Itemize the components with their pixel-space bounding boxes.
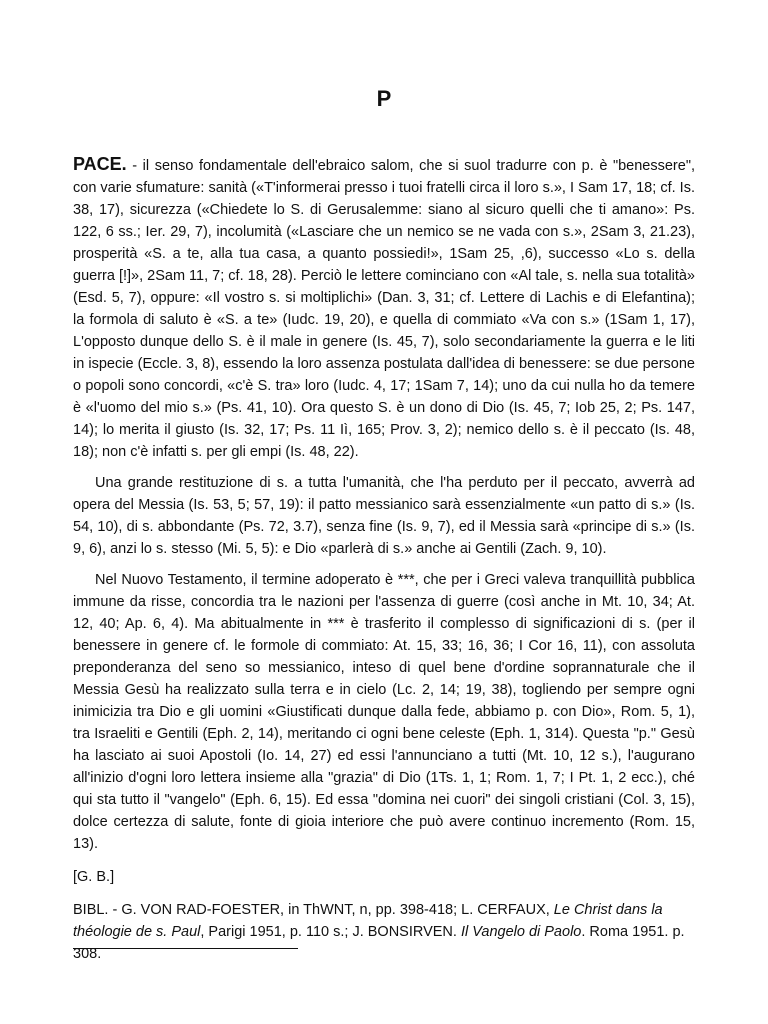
bibliography-title-2: Il Vangelo di Paolo [460, 924, 582, 940]
section-letter: P [376, 86, 392, 111]
bibliography-part-1: BIBL. - G. VON RAD-FOESTER, in ThWNT, n, pp. 398-418; L. CERFAUX, [73, 902, 554, 918]
entry-paragraph-1 [73, 153, 695, 463]
bibliography-title-1: Le Christ dans la théologie de s. Paul [73, 902, 663, 940]
author-signature: [G. B.] [73, 869, 115, 885]
entry-paragraph-2: Una grande restituzione di s. a tutta l'umanità, che l'ha perduto per il peccato, avverrà ad opera del Messia (Is. 53, 5; 57, 19): il patto messianico sarà essenzialmente «un patto di s.» (Is. 54, 10), di s. abbondante (Ps. 72, 3.7), senza fine (Is. 9, 7), ed il Messia sarà «principe di s.» (Is. 9, 6), anzi lo s. stesso (Mi. 5, 5): e Dio «parlerà di s.» anche ai Gentili (Zach. 9, 10). [73, 475, 695, 557]
bibliography [73, 899, 695, 965]
bibliography-part-2: , Parigi 1951, p. 110 s.; J. BONSIRVEN. [200, 924, 461, 940]
entry-headword: PACE. [73, 154, 127, 174]
entry-body [73, 153, 695, 965]
paragraph-1-text: - il senso fondamentale dell'ebraico salom, che si suol tradurre con p. è "benessere", con varie sfumature: sanità («T'informerai presso i tuoi fratelli circa il loro s.», I Sam 17, 18; cf. Is. 38, 17), sicurezza («Chiedete lo S. di Gerusalemme: siano al sicuro quelli che ti amano»: Ps. 122, 6 ss.; Ier. 29, 7), incolumità («Lasciare che un nemico se ne vada con s.», 2Sam 3, 21.23), prosperità «S. a te, alla tua casa, a quanto possiedi!», 1Sam 25, ,6), successo «Lo s. della guerra [!]», 2Sam 11, 7; cf. 18, 28). Perciò le lettere cominciano con «Al tale, s. nella sua totalità» (Esd. 5, 7), oppure: «Il vostro s. si moltiplichi» (Dan. 3, 31; cf. Lettere di Lachis e di Elefantina); la formola di saluto è «S. a te» (Iudc. 19, 20), e quella di commiato «Va con s.» (1Sam 1, 17), L'opposto dunque dello S. è il male in genere (Is. 45, 7), solo secondariamente la guerra e le liti in ispecie (Eccle. 3, 8), essendo la loro assenza postulata dall'idea di benessere: se due persone o popoli sono concordi, «c'è S. tra» loro (Iudc. 4, 17; 1Sam 7, 14); uno da cui nulla ho da temere è «l'uomo del mio s.» (Ps. 41, 10). Ora questo S. è un dono di Dio (Is. 45, 7; Iob 25, 2; Ps. 147, 14); lo merita il giusto (Is. 32, 17; Ps. 11 Iì, 165; Prov. 3, 2); nemico dello s. è il peccato (Is. 48, 18); non c'è infatti s. per gli empi (Is. 48, 22). [73, 158, 695, 460]
footnote-rule [73, 948, 298, 949]
document-page [73, 0, 695, 1024]
entry-paragraph-3: Nel Nuovo Testamento, il termine adoperato è ***, che per i Greci valeva tranquillità pubblica immune da risse, concordia tra le nazioni per l'assenza di guerre (così anche in Mt. 10, 34; At. 12, 40; Ap. 6, 4). Ma abitualmente in *** è trasferito il complesso di significazioni di s. (per il benessere in genere cf. le formole di commiato: At. 15, 33; 16, 36; I Cor 16, 11), con assoluta preponderanza del seno so messianico, inteso di quel bene d'ordine soprannaturale che il Messia Gesù ha realizzato sulla terra e in cielo (Lc. 2, 14; 19, 38), togliendo per sempre ogni inimicizia tra Dio e gli uomini «Giustificati dunque dalla fede, abbiamo p. con Dio», Rom. 5, 1), tra Israeliti e Gentili (Eph. 2, 14), meritando ci ogni bene celeste (Eph. 1, 314). Questa "p." Gesù ha lasciato ai suoi Apostoli (Io. 14, 27) ed essi l'annunciano a tutti (Mt. 10, 12 s.), l'augurano all'inizio d'ogni loro lettera insieme alla "grazia" di Dio (1Ts. 1, 1; Rom. 1, 7; I Pt. 1, 2 ecc.), ché qui sta tutto il "vangelo" (Eph. 6, 15). Ed essa "domina nei cuori" dei singoli cristiani (Col. 3, 15), dolce certezza di salute, fonte di gioia interiore che può avere continuo incremento (Rom. 15, 13). [73, 572, 695, 852]
bibliography-part-3: . Roma 1951. p. 308. [73, 924, 685, 962]
